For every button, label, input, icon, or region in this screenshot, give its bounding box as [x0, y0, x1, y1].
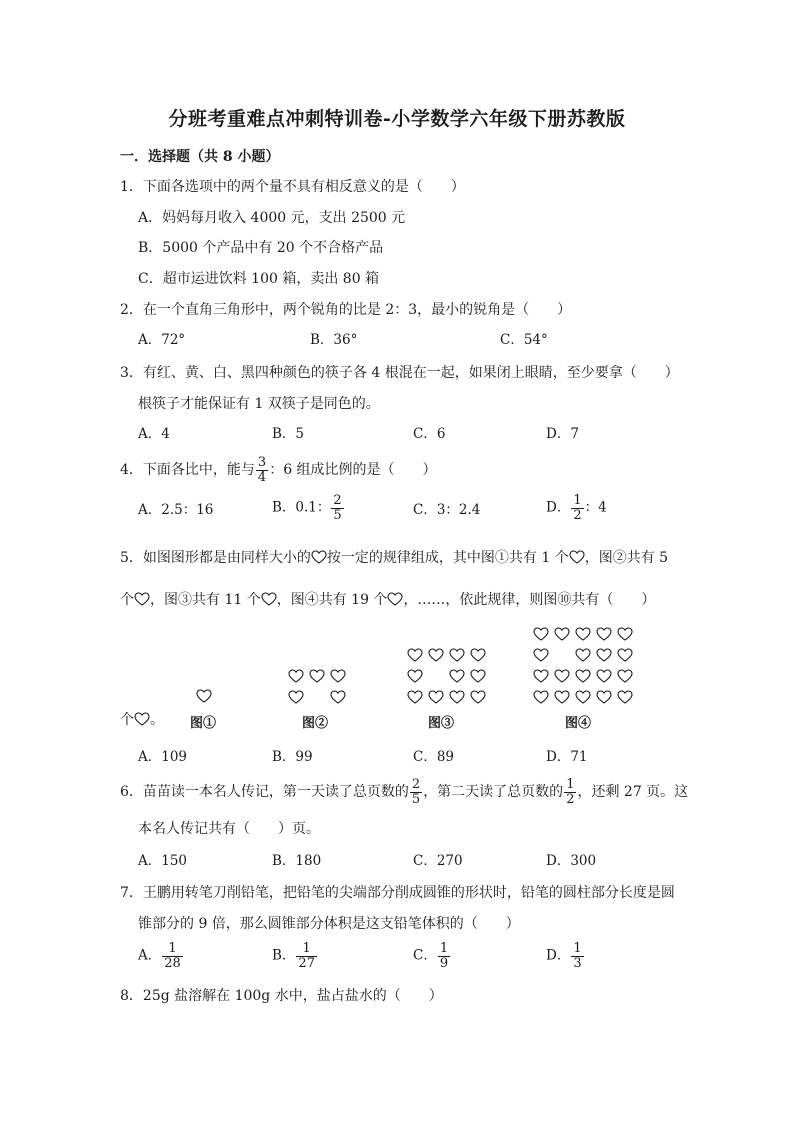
question-3-option-c: C．6 [413, 426, 446, 442]
text-segment: 5．如图图形都是由同样大小的 [120, 550, 311, 566]
heart-icon [618, 670, 632, 682]
option-prefix: C． [413, 947, 437, 964]
question-1-option-a: A．妈妈每月收入 4000 元，支出 2500 元 [138, 210, 406, 226]
fraction [331, 494, 343, 522]
figure-2-hearts [286, 666, 349, 708]
figure-1-hearts [194, 686, 215, 707]
question-4-option-c: C．3：2.4 [413, 502, 481, 518]
fraction [571, 494, 583, 522]
heart-icon [429, 649, 443, 661]
option-prefix: A． [138, 947, 162, 964]
question-5-stem-line-3 [120, 712, 164, 727]
question-4-option-b [272, 494, 345, 522]
heart-icon [331, 670, 345, 682]
question-3-option-b: B．5 [272, 426, 305, 442]
figure-4-hearts [531, 624, 636, 708]
heart-icon [311, 550, 327, 564]
option-prefix: B． [272, 947, 296, 964]
fraction [438, 942, 450, 970]
page-title: 分班考重难点冲刺特训卷-小学数学六年级下册苏教版 [168, 108, 626, 130]
fraction-numerator: 1 [302, 941, 311, 956]
fraction-numerator: 2 [333, 493, 342, 508]
fig2-grid [286, 666, 349, 708]
figure-3-label: 图③ [428, 716, 455, 731]
fig1-grid [194, 686, 215, 707]
question-3-option-a: A．4 [138, 426, 170, 442]
fraction-numerator: 1 [573, 941, 582, 956]
text-segment: ，图③共有 11 个 [150, 592, 261, 608]
question-2-option-a: A．72° [138, 332, 186, 348]
question-5-stem-line-1 [120, 550, 668, 565]
heart-icon [471, 691, 485, 703]
question-1-stem: 1．下面各选项中的两个量不具有相反意义的是（ ） [120, 179, 465, 195]
heart-icon [408, 649, 422, 661]
question-4-stem-post: ：6 组成比例的是（ ） [269, 462, 437, 479]
section-heading: 一．选择题（共 8 小题） [120, 149, 280, 165]
heart-icon [134, 712, 150, 726]
heart-icon [471, 649, 485, 661]
question-7-stem-continued: 锥部分的 9 倍，那么圆锥部分体积是这支铅笔体积的（ ） [138, 916, 520, 932]
figure-1-label: 图① [190, 716, 217, 731]
fraction-numerator: 2 [411, 777, 421, 792]
text-segment: 6．苗苗读一本名人传记，第一天读了总页数的 [120, 784, 409, 801]
question-6-stem-continued: 本名人传记共有（ ）页。 [138, 821, 320, 837]
option-suffix: ：4 [584, 499, 607, 516]
option-prefix: D． [546, 499, 571, 516]
question-5-option-d: D．71 [546, 749, 588, 765]
text-segment: ，第二天读了总页数的 [423, 784, 564, 801]
heart-icon [408, 691, 422, 703]
heart-icon [534, 691, 548, 703]
figure-3-hearts [405, 645, 489, 708]
question-2-option-b: B．36° [310, 332, 358, 348]
question-7-option-d [546, 942, 585, 970]
text-segment: 个 [120, 712, 134, 728]
heart-icon [429, 691, 443, 703]
question-6-stem [120, 778, 688, 806]
question-1-option-c: C．超市运进饮料 100 箱，卖出 80 箱 [138, 271, 380, 287]
question-4-stem [120, 456, 437, 484]
fraction-denominator: 2 [566, 791, 575, 807]
text-segment: ，图④共有 19 个 [276, 592, 388, 608]
heart-icon [534, 649, 548, 661]
option-prefix: B．0.1： [272, 499, 331, 516]
heart-icon [261, 592, 277, 606]
heart-icon [471, 670, 485, 682]
fraction [256, 456, 268, 484]
question-7-option-c [413, 942, 451, 970]
heart-icon [569, 550, 585, 564]
question-7-option-a [138, 942, 184, 970]
option-prefix: D． [546, 947, 571, 964]
fraction-numerator: 1 [573, 493, 582, 508]
question-2-stem: 2．在一个直角三角形中，两个锐角的比是 2：3，最小的锐角是（ ） [120, 302, 572, 318]
heart-icon [555, 691, 569, 703]
heart-icon [450, 649, 464, 661]
fraction-denominator: 5 [411, 791, 421, 807]
heart-icon [534, 670, 548, 682]
heart-icon [289, 691, 303, 703]
figure-2-label: 图② [302, 716, 329, 731]
heart-icon [576, 628, 590, 640]
heart-icon [555, 628, 569, 640]
question-6-option-a: A．150 [138, 853, 188, 869]
fraction-numerator: 3 [257, 455, 267, 470]
text-segment: 个 [120, 592, 134, 608]
fraction-denominator: 3 [573, 955, 582, 971]
heart-icon [555, 670, 569, 682]
fraction-numerator: 1 [566, 777, 575, 792]
heart-icon [197, 690, 211, 702]
heart-icon [576, 691, 590, 703]
question-8-stem: 8．25g 盐溶解在 100g 水中，盐占盐水的（ ） [120, 988, 443, 1004]
heart-icon [310, 670, 324, 682]
heart-icon [289, 670, 303, 682]
heart-icon [618, 649, 632, 661]
question-7-stem: 7．王鹏用转笔刀削铅笔，把铅笔的尖端部分削成圆锥的形状时，铅笔的圆柱部分长度是圆 [120, 885, 675, 901]
heart-icon [576, 670, 590, 682]
fig3-grid [405, 645, 489, 708]
fraction [571, 942, 583, 970]
question-3-stem-continued: 根筷子才能保证有 1 双筷子是同色的。 [138, 396, 380, 412]
heart-icon [387, 592, 403, 606]
question-2-option-c: C．54° [500, 332, 548, 348]
question-6-option-d: D．300 [546, 853, 597, 869]
fraction-denominator: 2 [573, 507, 582, 523]
heart-icon [597, 649, 611, 661]
fraction-denominator: 4 [257, 469, 267, 485]
text-segment: ，……，依此规律，则图⑩共有（ ） [403, 592, 656, 608]
fraction [296, 942, 317, 970]
fraction [564, 778, 576, 806]
fraction-denominator: 28 [164, 955, 181, 971]
question-3-option-d: D．7 [546, 426, 579, 442]
question-1-option-b: B．5000 个产品中有 20 个不合格产品 [138, 240, 384, 256]
fraction-denominator: 5 [333, 507, 342, 523]
heart-icon [450, 670, 464, 682]
question-7-option-b [272, 942, 318, 970]
heart-icon [597, 670, 611, 682]
question-3-stem: 3．有红、黄、白、黑四种颜色的筷子各 4 根混在一起，如果闭上眼睛，至少要拿（ ） [120, 365, 679, 381]
heart-icon [450, 691, 464, 703]
question-5-option-b: B．99 [272, 749, 313, 765]
text-segment: ，还剩 27 页。这 [577, 784, 689, 801]
fraction-numerator: 1 [168, 941, 177, 956]
heart-icon [597, 691, 611, 703]
question-4-option-a: A．2.5：16 [138, 502, 214, 518]
text-segment: ，图②共有 5 [584, 550, 669, 566]
heart-icon [618, 628, 632, 640]
text-segment: 。 [150, 712, 164, 728]
text-segment: 按一定的规律组成，其中图①共有 1 个 [326, 550, 569, 566]
question-4-stem-pre: 4．下面各比中，能与 [120, 462, 255, 479]
heart-icon [134, 592, 150, 606]
question-5-option-a: A．109 [138, 749, 188, 765]
heart-icon [408, 670, 422, 682]
fraction [410, 778, 422, 806]
question-6-option-b: B．180 [272, 853, 322, 869]
figure-4-label: 图④ [565, 716, 592, 731]
heart-icon [534, 628, 548, 640]
fraction [162, 942, 183, 970]
question-5-option-c: C．89 [413, 749, 455, 765]
question-5-stem-line-2 [120, 592, 655, 607]
fraction-denominator: 9 [439, 955, 449, 971]
fraction-denominator: 27 [298, 955, 315, 971]
fig4-grid [531, 624, 636, 708]
fraction-numerator: 1 [439, 941, 449, 956]
heart-icon [576, 649, 590, 661]
question-6-option-c: C．270 [413, 853, 463, 869]
heart-icon [331, 691, 345, 703]
heart-icon [618, 691, 632, 703]
heart-icon [597, 628, 611, 640]
question-4-option-d [546, 494, 607, 522]
